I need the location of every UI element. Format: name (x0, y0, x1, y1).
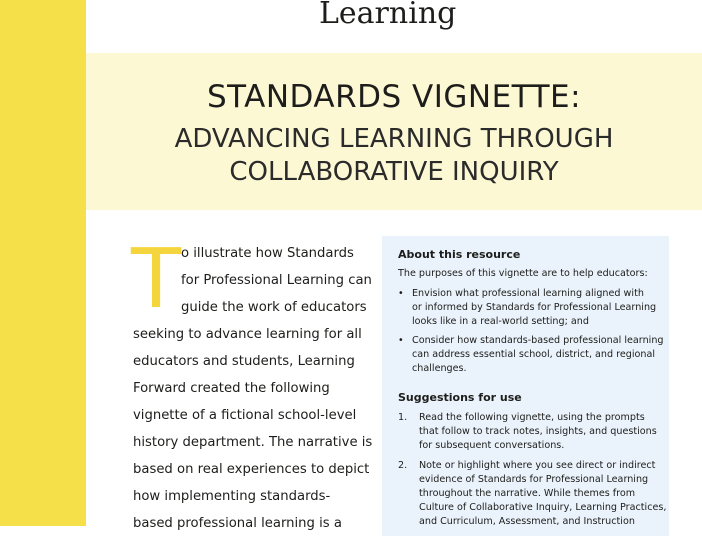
suggestion-text-line: for subsequent conversations. (419, 440, 565, 451)
suggestion-text-line: and Curriculum, Assessment, and Instruction (419, 516, 635, 527)
page-subtitle-line-1: ADVANCING LEARNING THROUGH (174, 124, 614, 154)
suggestion-number: 2. (398, 460, 408, 471)
bullet-text-line: looks like in a real-world setting; and (412, 316, 589, 327)
yellow-sidebar (0, 0, 86, 526)
body-text-line: educators and students, Learning (133, 354, 355, 369)
bullet-text-line: Envision what professional learning aligned with (412, 288, 644, 299)
about-intro: The purposes of this vignette are to help educators: (398, 268, 648, 279)
bullet-marker: • (398, 335, 404, 346)
suggestion-text-line: throughout the narrative. While themes from (419, 488, 636, 499)
page-subtitle-line-2: COLLABORATIVE INQUIRY (229, 157, 559, 187)
masthead (86, 0, 702, 53)
body-text-line: based professional learning is a (133, 516, 342, 531)
suggestion-text-line: Culture of Collaborative Inquiry, Learning Practices, (419, 502, 667, 513)
title-band (86, 53, 702, 210)
body-text-line: o illustrate how Standards (181, 246, 354, 261)
about-heading: About this resource (398, 248, 521, 261)
suggestion-text-line: Note or highlight where you see direct or indirect (419, 460, 656, 471)
suggestion-text-line: that follow to track notes, insights, and questions (419, 426, 657, 437)
suggestion-number: 1. (398, 412, 408, 423)
body-text-line: history department. The narrative is (133, 435, 373, 450)
suggestion-text-line: evidence of Standards for Professional Learning (419, 474, 649, 485)
body-text-line: guide the work of educators (181, 300, 367, 315)
bullet-text-line: challenges. (412, 363, 467, 374)
masthead-title: Learning (319, 0, 457, 31)
body-text-line: vignette of a fictional school-level (133, 408, 357, 423)
suggestions-heading: Suggestions for use (398, 391, 522, 404)
drop-cap: T (131, 232, 182, 327)
suggestion-text-line: Read the following vignette, using the prompts (419, 412, 645, 423)
body-text-line: seeking to advance learning for all (133, 327, 362, 342)
body-text-line: how implementing standards- (133, 489, 331, 504)
body-text-line: Forward created the following (133, 381, 330, 396)
bullet-marker: • (398, 288, 404, 299)
about-resource-box (382, 236, 669, 536)
page-title: STANDARDS VIGNETTE: (206, 79, 582, 115)
body-text-line: for Professional Learning can (181, 273, 372, 288)
bullet-text-line: can address essential school, district, and regional (412, 349, 656, 360)
bullet-text-line: or informed by Standards for Professional Learning (412, 302, 657, 313)
bullet-text-line: Consider how standards-based professional learning (412, 335, 664, 346)
body-text-line: based on real experiences to depict (133, 462, 370, 477)
